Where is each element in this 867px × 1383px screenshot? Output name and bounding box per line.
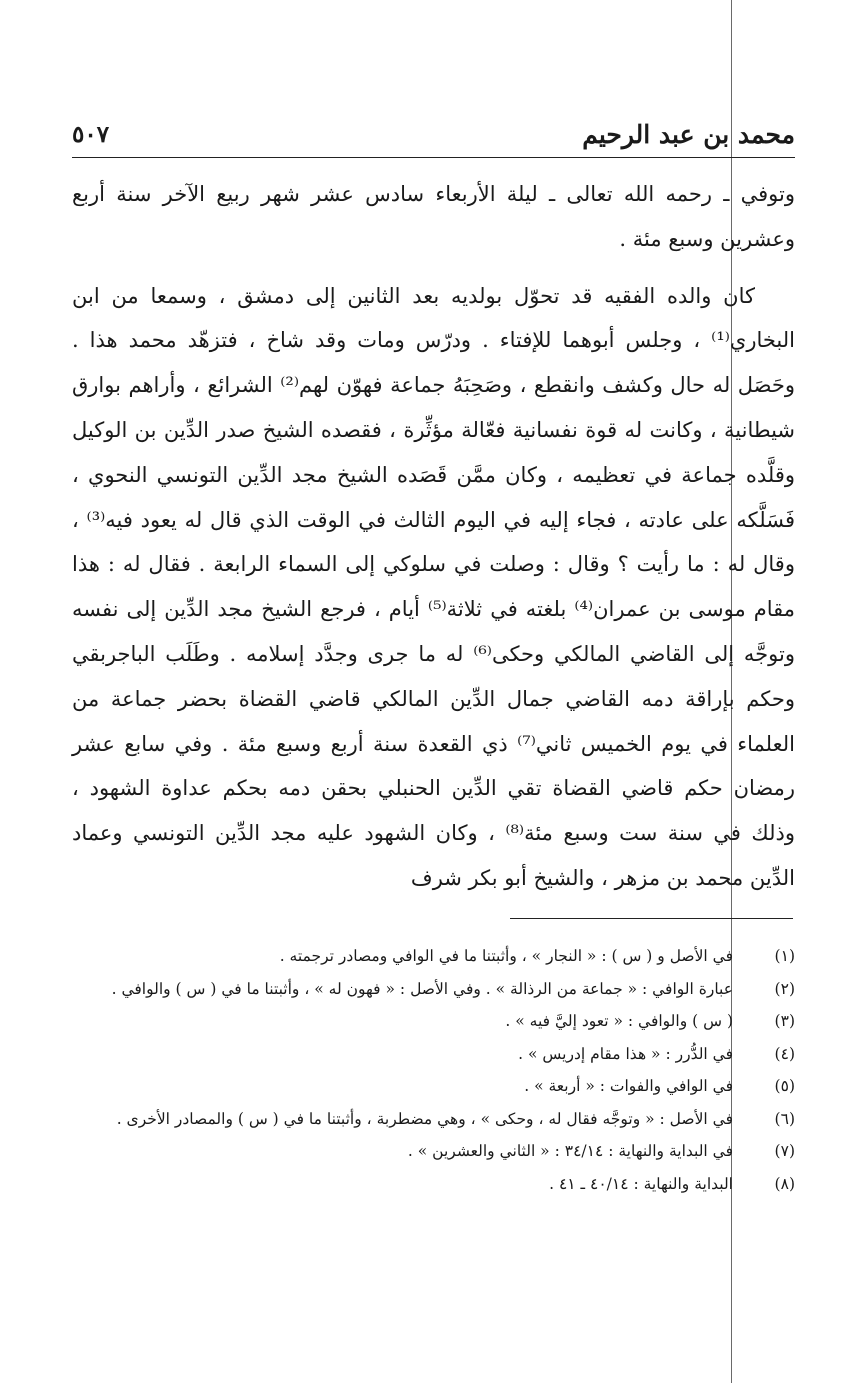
footnote-text: في البداية والنهاية : ٣٤/١٤ : « الثاني والعشرين » . (407, 1142, 733, 1160)
page-number: ٥٠٧ (72, 121, 110, 148)
running-header (72, 115, 795, 155)
footnote (72, 940, 795, 973)
footnote-text: البداية والنهاية : ٤٠/١٤ ـ ٤١ . (549, 1174, 733, 1193)
footnote (72, 1005, 795, 1038)
footnote (72, 973, 795, 1006)
paragraph: كان والده الفقيه قد تحوّل بولديه بعد الثانين إلى دمشق ، وسمعا من ابن البخاري⁽¹⁾ ، وجلس أبوهما للإفتاء . ودرّس ومات وقد شاخ ، فتزهّد محمد هذا . وحَصَل له حال وكشف وانقطع ، وصَحِبَهُ جماعة فهوّن لهم⁽²⁾ الشرائع ، وأراهم بوارق شيطانية ، وكانت له قوة نفسانية فعّالة مؤثِّرة ، فقصده الشيخ صدر الدِّين بن الوكيل وقلَّده جماعة في تعظيمه ، وكان ممَّن قَصَده الشيخ مجد الدِّين التونسي النحوي ، فَسَلَّكه على عادته ، فجاء إليه في اليوم الثالث في الوقت الذي قال له يعود فيه⁽³⁾ ، وقال له : ما رأيت ؟ وقال : وصلت في سلوكي إلى السماء الرابعة . فقال له : هذا مقام موسى بن عمران⁽⁴⁾ بلغته في ثلاثة⁽⁵⁾ أيام ، فرجع الشيخ مجد الدِّين إلى نفسه وتوجَّه إلى القاضي المالكي وحكى⁽⁶⁾ له ما جرى وجدَّد إسلامه . وطَلَب الباجربقي وحكم بإراقة دمه القاضي جمال الدِّين المالكي قاضي القضاة بحضر جماعة من العلماء في يوم الخميس ثاني⁽⁷⁾ ذي القعدة سنة أربع وسبع مئة . وفي سابع عشر رمضان حكم قاضي القضاة تقي الدِّين الحنبلي بحقن دمه بحكم عداوة الشهود ، وذلك في سنة ست وسبع مئة⁽⁸⁾ ، وكان الشهود عليه مجد الدِّين التونسي وعماد الدِّين محمد بن مزهر ، والشيخ أبو بكر شرف (72, 283, 796, 890)
footnote (72, 1135, 795, 1168)
footnote-number: (٣) (774, 1012, 795, 1030)
footnote-text: في الدُّرر : « هذا مقام إدريس » . (518, 1044, 733, 1063)
footnote-number: (٤) (774, 1044, 795, 1063)
footnotes (72, 940, 795, 1200)
footnote (72, 1103, 795, 1136)
footnote-number: (٥) (774, 1077, 795, 1095)
footnote-number: (١) (774, 947, 795, 965)
footnote-divider (510, 918, 793, 919)
main-text (72, 172, 795, 901)
footnote-text: عبارة الوافي : « جماعة من الرذالة » . وفي الأصل : « فهون له » ، وأثبتنا ما في ( س ) والوافي . (111, 979, 733, 998)
footnote-text: ( س ) والوافي : « تعود إليَّ فيه » . (505, 1012, 733, 1030)
footnote-number: (٧) (774, 1142, 795, 1160)
header-divider (72, 157, 795, 158)
footnote-text: في الأصل و ( س ) : « النجار » ، وأثبتنا ما في الوافي ومصادر ترجمته . (279, 947, 733, 965)
footnote (72, 1070, 795, 1103)
footnote (72, 1168, 795, 1201)
footnote-number: (٢) (774, 979, 795, 998)
paragraph: وتوفي ـ رحمه الله تعالى ـ ليلة الأربعاء سادس عشر شهر ربيع الآخر سنة أربع وعشرين وسبع مئة . (72, 182, 795, 251)
footnote (72, 1038, 795, 1071)
footnote-text: في الأصل : « وتوجَّه فقال له ، وحكى » ، وهي مضطربة ، وأثبتنا ما في ( س ) والمصادر الأخرى . (116, 1109, 733, 1128)
running-header-title: محمد بن عبد الرحيم (582, 120, 795, 149)
footnote-number: (٨) (774, 1174, 795, 1193)
footnote-number: (٦) (774, 1109, 795, 1128)
footnote-text: في الوافي والفوات : « أربعة » . (524, 1077, 733, 1095)
